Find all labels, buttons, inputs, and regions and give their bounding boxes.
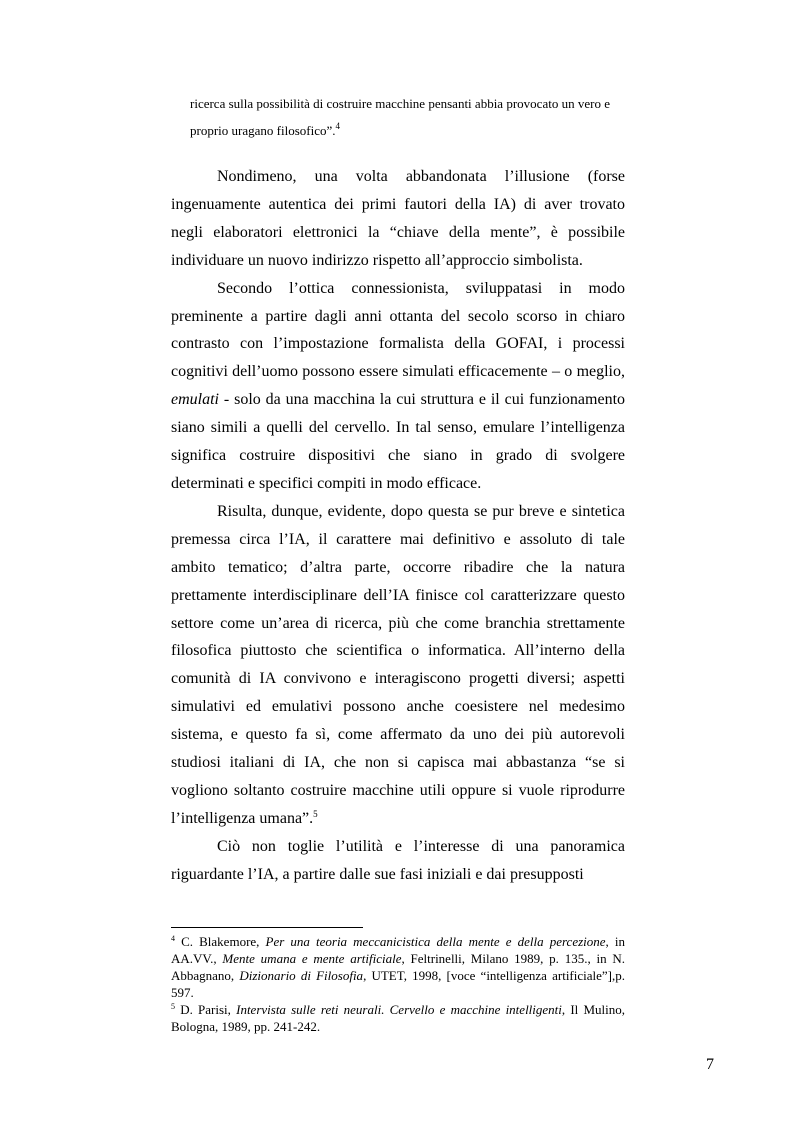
footnote-4-text-g: , UTET, 1998, [voce “intelligenza artificiale”],p. 597. xyxy=(171,968,626,1000)
quote-text: ricerca sulla possibilità di costruire macchine pensanti abbia provocato un vero e proprio uragano filosofico”. xyxy=(190,96,610,138)
footnote-4-number: 4 xyxy=(171,934,175,943)
paragraph-2-part-a: Secondo l’ottica connessionista, sviluppatasi in modo preminente a partire dagli anni ottanta del secolo scorso in chiaro contrasto con l’impostazione formalista della GOFAI, i processi cognitivi dell’uomo possono essere simulati efficacemente – o meglio, xyxy=(171,279,625,381)
paragraph-2-part-b: - solo da una macchina la cui struttura e il cui funzionamento siano simili a quelli del cervello. In tal senso, emulare l’intelligenza significa costruire dispositivi che siano in grado di svolgere determinati e specifici compiti in modo efficace. xyxy=(171,391,626,492)
emphasis-emulati: emulati xyxy=(171,391,219,409)
footnote-ref-4[interactable]: 4 xyxy=(335,121,340,131)
footnote-5-author: D. Parisi, xyxy=(180,1002,231,1017)
body-text xyxy=(171,163,625,889)
footnote-5-number: 5 xyxy=(171,1002,175,1011)
footnote-4-text-e: , Feltrinelli, Milano 1989, p. 135., in N. Abbagnano, xyxy=(171,951,625,983)
footnote-4-text-c: , in AA.VV., xyxy=(171,934,625,966)
footnote-4 xyxy=(171,933,625,1001)
footnotes xyxy=(171,933,625,1035)
footnote-4-title: Per una teoria meccanicistica della mente e della percezione xyxy=(265,934,606,949)
footnote-ref-5[interactable]: 5 xyxy=(313,808,318,819)
paragraph-2 xyxy=(171,275,625,498)
footnote-separator xyxy=(171,927,363,928)
footnote-4-dictionary: Dizionario di Filosofia xyxy=(239,968,364,983)
footnote-5-text-c: , Il Mulino, Bologna, 1989, pp. 241-242. xyxy=(171,1002,626,1034)
footnote-4-book: Mente umana e mente artificiale xyxy=(222,951,402,966)
paragraph-3 xyxy=(171,498,625,833)
paragraph-4: Ciò non toglie l’utilità e l’interesse di una panoramica riguardante l’IA, a partire dalle sue fasi iniziali e dai presupposti xyxy=(171,837,625,883)
block-quote xyxy=(190,90,610,144)
paragraph-3-text: Risulta, dunque, evidente, dopo questa se pur breve e sintetica premessa circa l’IA, il carattere mai definitivo e assoluto di tale ambito tematico; d’altra parte, occorre ribadire che la natura prettamente interdisciplinare dell’IA finisce col caratterizzare questo settore come un’area di ricerca, più che come branchia strettamente filosofica piuttosto che scientifica o informatica. All’interno della comunità di IA convivono e interagiscono progetti diversi; aspetti simulativi ed emulativi possono anche coesistere nel medesimo sistema, e questo fa sì, come affermato da uno dei più autorevoli studiosi italiani di IA, che non si capisca mai abbastanza “se si vogliono soltanto costruire macchine utili oppure si vuole riprodurre l’intelligenza umana”. xyxy=(171,502,625,827)
footnote-5 xyxy=(171,1001,625,1035)
footnote-5-title: Intervista sulle reti neurali. Cervello e macchine intelligenti xyxy=(236,1002,562,1017)
footnote-4-author: C. Blakemore, xyxy=(181,934,260,949)
page-number: 7 xyxy=(706,1056,714,1073)
paragraph-1: Nondimeno, una volta abbandonata l’illusione (forse ingenuamente autentica dei primi fautori della IA) di aver trovato negli elaboratori elettronici la “chiave della mente”, è possibile individuare un nuovo indirizzo rispetto all’approccio simbolista. xyxy=(171,168,625,269)
